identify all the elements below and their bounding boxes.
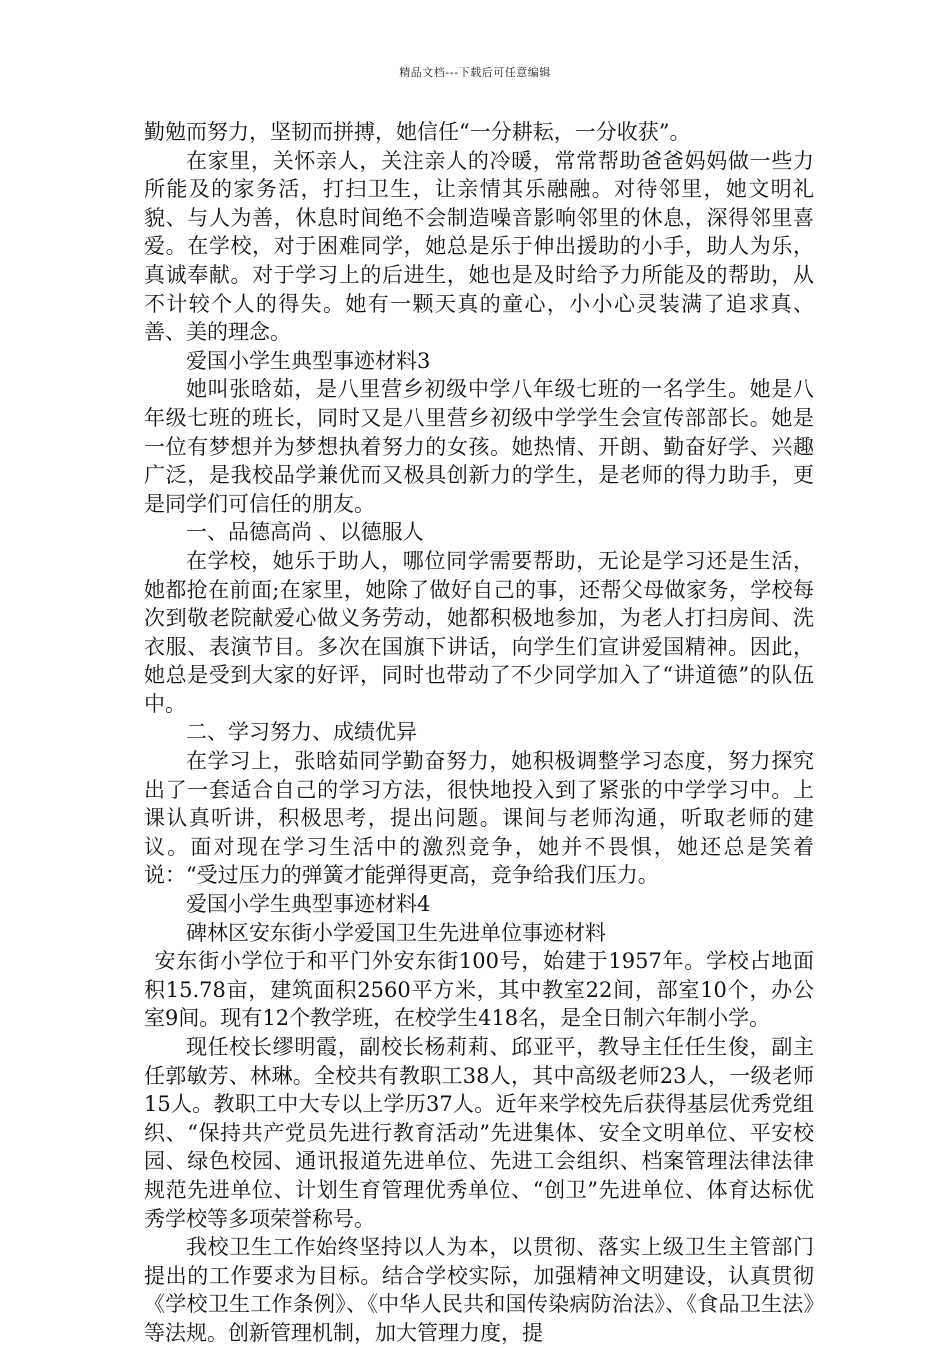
section-heading: 爱国小学生典型事迹材料4	[186, 892, 431, 917]
page-header: 精品文档---下载后可任意编辑	[399, 66, 551, 79]
section-heading: 爱国小学生典型事迹材料3	[186, 348, 431, 373]
paragraph: 在家里，关怀亲人，关注亲人的冷暖，常常帮助爸爸妈妈做一些力所能及的家务活，打扫卫生，让亲情其乐融融。对待邻里，她文明礼貌、与人为善，休息时间绝不会制造噪音影响邻里的休息，深得邻里喜爱。在学校，对于困难同学，她总是乐于伸出援助的小手，助人为乐，真诚奉献。对于学习上的后进生，她也是及时给予力所能及的帮助，从不计较个人的得失。她有一颗天真的童心，小小心灵装满了追求真、善、美的理念。	[144, 148, 814, 345]
paragraph: 现任校长缪明霞，副校长杨莉莉、邱亚平，教导主任任生俊，副主任郭敏芳、林琳。全校共有教职工38人，其中高级老师23人，一级老师15人。教职工中大专以上学历37人。近年来学校先后获得基层优秀党组织、“保持共产党员先进行教育活动”先进集体、安全文明单位、平安校园、绿色校园、通讯报道先进单位、先进工会组织、档案管理法律法律规范先进单位、计划生育管理优秀单位、“创卫”先进单位、体育达标优秀学校等多项荣誉称号。	[144, 1035, 814, 1231]
paragraph: 我校卫生工作始终坚持以人为本，以贯彻、落实上级卫生主管部门提出的工作要求为目标。结合学校实际，加强精神文明建设，认真贯彻《学校卫生工作条例》、《中华人民共和国传染病防治法》、《食品卫生法》等法规。创新管理机制，加大管理力度，提	[144, 1235, 814, 1345]
paragraph: 安东街小学位于和平门外安东街100号，始建于1957年。学校占地面积15.78亩，建筑面积2560平方米，其中教室22间，部室10个，办公室9间。现有12个教学班，在校学生418名，是全日制六年制小学。	[144, 949, 814, 1031]
paragraph: 她叫张晗茹，是八里营乡初级中学八年级七班的一名学生。她是八年级七班的班长，同时又是八里营乡初级中学学生会宣传部部长。她是一位有梦想并为梦想执着努力的女孩。她热情、开朗、勤奋好学、兴趣广泛，是我校品学兼优而又极具创新力的学生，是老师的得力助手，更是同学们可信任的朋友。	[144, 377, 814, 516]
document-body	[144, 118, 814, 1348]
paragraph: 勤勉而努力，坚韧而拼搏，她信任“一分耕耘，一分收获”。	[144, 120, 691, 144]
sub-heading: 二、学习努力、成绩优异	[186, 720, 417, 745]
paragraph: 在学习上，张晗茹同学勤奋努力，她积极调整学习态度，努力探究出了一套适合自己的学习方法，很快地投入到了紧张的中学学习中。上课认真听讲，积极思考，提出问题。课间与老师沟通，听取老师的建议。面对现在学习生活中的激烈竞争，她并不畏惧，她还总是笑着说：“受过压力的弹簧才能弹得更高，竞争给我们压力。	[144, 749, 814, 888]
paragraph: 在学校，她乐于助人，哪位同学需要帮助，无论是学习还是生活，她都抢在前面;在家里，她除了做好自己的事，还帮父母做家务，学校每次到敬老院献爱心做义务劳动，她都积极地参加，为老人打扫房间、洗衣服、表演节目。多次在国旗下讲话，向学生们宣讲爱国精神。因此，她总是受到大家的好评，同时也带动了不少同学加入了“讲道德”的队伍中。	[144, 548, 814, 716]
document-subtitle: 碑林区安东街小学爱国卫生先进单位事迹材料	[186, 920, 606, 945]
sub-heading: 一、品德高尚 、以德服人	[186, 520, 424, 545]
